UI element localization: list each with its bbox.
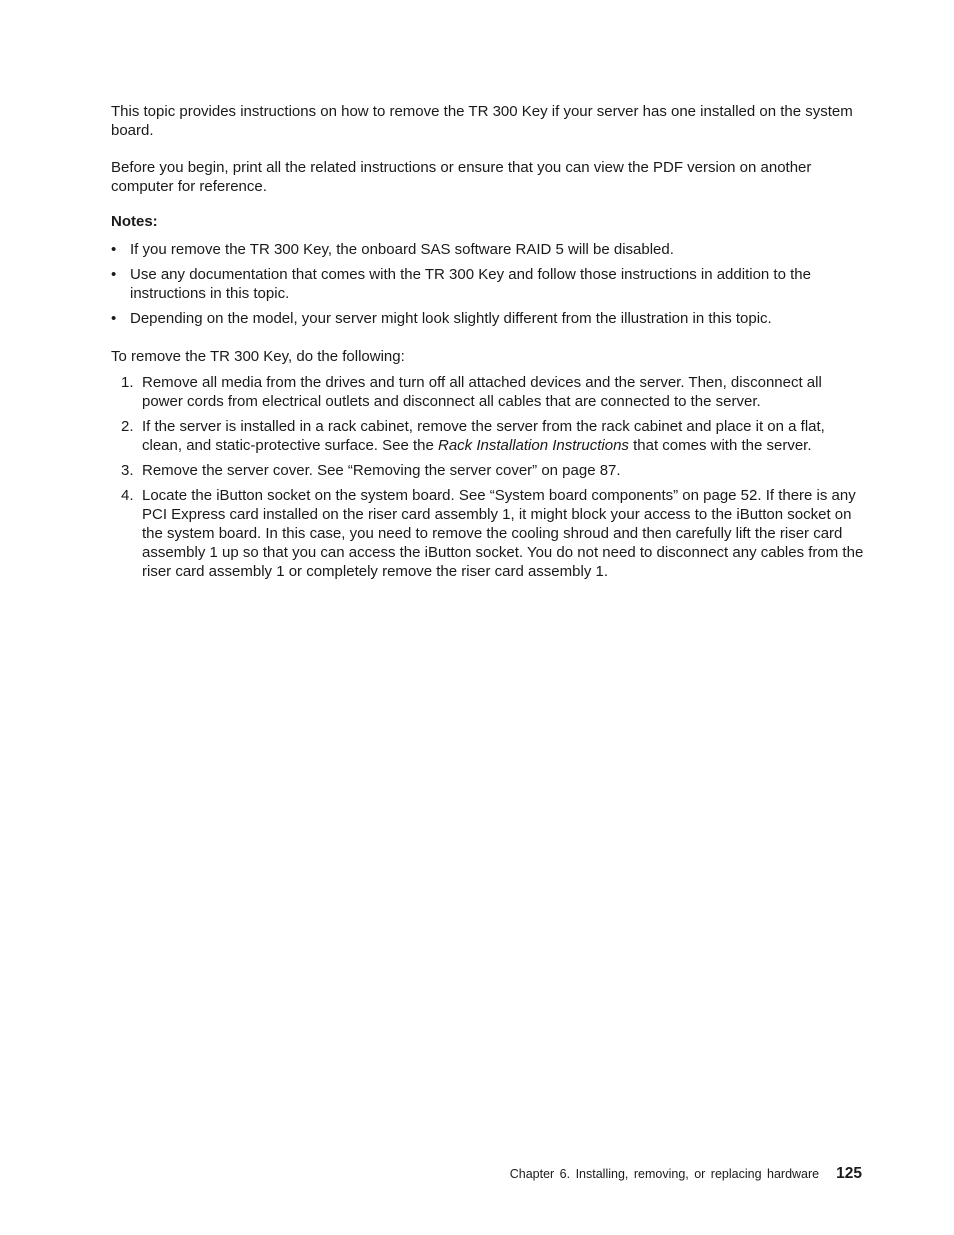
step-text-after: that comes with the server. — [628, 437, 812, 454]
bullet-icon: • — [111, 310, 117, 327]
step-text: Remove all media from the drives and turn off all attached devices and the server. Then, disconnect all power cords from electrical outlets and disconnect all cables that are connected to the server. — [142, 374, 822, 410]
procedure-steps — [111, 373, 866, 581]
step-item — [111, 461, 866, 480]
rack-installation-instructions-title: Rack Installation Instructions — [438, 437, 629, 454]
procedure-intro: To remove the TR 300 Key, do the following: — [111, 348, 405, 365]
step-number: 3. — [121, 462, 134, 479]
intro-paragraph-2: Before you begin, print all the related instructions or ensure that you can view the PDF version on another computer for reference. — [111, 159, 812, 195]
bullet-icon: • — [111, 241, 117, 258]
note-text: Use any documentation that comes with the TR 300 Key and follow those instructions in addition to the instructions in this topic. — [130, 266, 811, 302]
list-item — [111, 240, 866, 259]
list-item — [111, 265, 866, 303]
note-text: Depending on the model, your server might look slightly different from the illustration in this topic. — [130, 310, 772, 327]
note-text: If you remove the TR 300 Key, the onboard SAS software RAID 5 will be disabled. — [130, 241, 674, 258]
page-number: 125 — [836, 1165, 862, 1182]
step-number: 4. — [121, 487, 134, 504]
page-footer — [508, 1164, 862, 1184]
step-text-before: If the server is installed in a rack cabinet, remove the server from the rack cabinet and place it on a flat, clean, and static-protective surface. See the — [142, 418, 825, 454]
step-text — [142, 418, 825, 454]
step-item — [111, 417, 866, 455]
notes-list — [111, 240, 866, 328]
step-item — [111, 373, 866, 411]
list-item — [111, 309, 866, 328]
page-content — [111, 102, 866, 587]
footer-chapter-title: Chapter 6. Installing, removing, or replacing hardware — [509, 1167, 820, 1181]
step-text: Remove the server cover. See “Removing the server cover” on page 87. — [142, 462, 621, 479]
step-number: 1. — [121, 374, 134, 391]
step-text: Locate the iButton socket on the system board. See “System board components” on page 52. If there is any PCI Express card installed on the riser card assembly 1, it might block your access to the iButton socket on the system board. In this case, you need to remove the cooling shroud and then carefully lift the riser card assembly 1 up so that you can access the iButton socket. You do not need to disconnect any cables from the riser card assembly 1 or completely remove the riser card assembly 1. — [142, 487, 864, 580]
notes-heading: Notes: — [111, 213, 158, 230]
step-number: 2. — [121, 418, 134, 435]
intro-paragraph-1: This topic provides instructions on how to remove the TR 300 Key if your server has one installed on the system board. — [111, 103, 853, 139]
step-item — [111, 486, 866, 581]
bullet-icon: • — [111, 266, 117, 283]
